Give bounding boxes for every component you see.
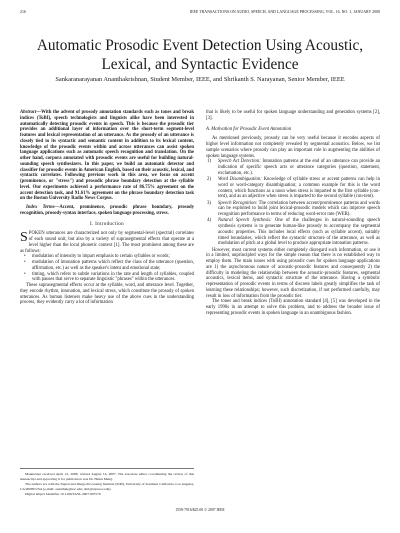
scenario-item: 3) Speech Recognition: The correlation between accent/prominence patterns and words can be exploited to build joint lexical-prosodic models which can improve speech recognition performance in terms of reducing word-error rate (WER). <box>207 200 380 217</box>
footnote-doi: Digital Object Identifier 10.1109/TASL.2007.907570 <box>25 492 101 497</box>
motivation-paragraph: As mentioned previously, prosody can be very useful because it encodes aspects of higher level information not completely revealed by segmental acoustics. Below, we list sample scenarios where prosody can play an important role in augmenting the abilities of spoken language systems. <box>206 136 380 159</box>
scenario-item: 2) Word Disambiguation: Knowledge of syllable stress or accent patterns can help in word or word-category disambiguation; a common example for this is the word content, which functions as a noun when stress is imparted to the first syllable (con-tent), and as an adjective when stress is imparted to the second syllable (con-tent). <box>207 177 380 200</box>
right-lead: that is likely to be useful for spoken language understanding and generation systems [2], [3]. <box>206 110 380 121</box>
scenario-item: 4) Natural Speech Synthesis: One of the challenges in natural-sounding speech synthesis systems is to generate human-like prosody to accompany the segmental acoustic properties. This includes local effects (such as syllable accent), suitably timed boundaries, which reflect the syntactic structure of the utterance, as well as modulation of pitch at a global level to produce appropriate intonation patterns. <box>207 218 380 247</box>
copyright-line: 1558-7916/$25.00 © 2007 IEEE <box>175 508 225 512</box>
left-column <box>20 110 194 306</box>
author-line: Sankaranarayanan Ananthakrishnan, Student Member, IEEE, and Shrikanth S. Narayanan, Senior Member, IEEE <box>55 76 345 83</box>
scenario-list <box>206 159 380 247</box>
bullet-item: • modulation of intonation patterns which reflect the class of the utterance (question, affirmation, etc.) as well as the speaker's intent and emotional state; <box>28 260 194 272</box>
index-terms-label: Index Terms— <box>26 205 60 210</box>
page-number: 216 <box>20 10 26 14</box>
intro-paragraph <box>20 231 194 254</box>
bullet-item: • modulation of intensity to impart emphasis to certain syllables or words; <box>28 254 194 260</box>
intro-text: POKEN utterances are characterized not only by segmental-level (spectral) correlates of each sound unit, but also by a variety of suprasegmental effects that operate at a level higher than the local phonetic context [1]. The most prominent among these are as follows: <box>20 231 194 254</box>
right-column <box>206 110 380 317</box>
journal-name: IEEE TRANSACTIONS ON AUDIO, SPEECH, AND LANGUAGE PROCESSING, VOL. 16, NO. 1, JANUARY 2008 <box>189 10 380 14</box>
footnote-affiliation: The authors are with the Signal and Image Processing Institute (SIPI), University of Southern California, Los Angeles, CA 90089 USA (e-mail: ananthak@usc.edu; shri@sipi.usc.edu). <box>20 482 194 491</box>
abstract-text: With the advent of prosody annotation standards such as tones and break indices (ToBI), speech technologists and linguists alike have been interested in automatically detecting prosodic events in speech. This is because the prosodic tier provides an additional layer of information over the short-term segment-level features and lexical representation of an utterance. As the prosody of an utterance is closely tied to its syntactic and semantic content in addition to its lexical content, knowledge of the prosodic events within and across utterances can assist spoken language applications such as automatic speech recognition and translation. On the other hand, corpora annotated with prosodic events are useful for building natural-sounding speech synthesizers. In this paper, we build an automatic detector and classifier for prosodic events in American English, based on their acoustic, lexical, and syntactic correlates. Following previous work in this area, we focus on accent (prominence, or "stress") and prosodic phrase boundary detection at the syllable level. Our experiments achieved a performance rate of 86.75% agreement on the accent detection task, and 91.61% agreement on the phrase boundary detection task on the Boston University Radio News Corpus. <box>20 110 194 202</box>
paper-title: Automatic Prosodic Event Detection Using Acoustic, Lexical, and Syntactic Evidence <box>36 37 364 73</box>
abstract-label: Abstract— <box>20 110 42 115</box>
subsection-heading: A. Motivation for Prosodic Event Annotation <box>206 126 292 132</box>
scenario-label: Natural Speech Synthesis: <box>218 218 272 224</box>
intro-continuation: These suprasegmental effects occur at the syllable, word, and utterance level. Together, they encode rhythm, intonation, and lexical stress, which constitute the prosody of spoken utterances. As human listeners make heavy use of the above cues in the understanding process, they evidently carry a lot of information <box>20 283 194 306</box>
footnote-manuscript: Manuscript received April 12, 2006; revised August 14, 2007. The associate editor coordinating the review of this manuscript and approving it for publication was Dr. Helen Meng. <box>20 472 194 481</box>
abstract <box>20 110 194 202</box>
issues-paragraph: However, most current systems either completely disregard such information, or use it in a limited, unprincipled ways for the simple reason that there is no established way to employ them. The main issues with using prosodic cues for spoken language applications are 1) the asynchronous nature of acoustic-prosodic features and consequently 2) the difficulty in modeling the relationship between the acoustic-prosodic features, segmental acoustics, lexical items, and syntactic structure of the utterance. Having a symbolic representation of prosodic events in terms of discrete labels greatly simplifies the task of learning these relationships; however, such discretization, if not performed carefully, may result in loss of information from the prosodic tier. <box>206 247 380 299</box>
section-heading-introduction: I. Introduction <box>90 220 124 227</box>
drop-cap: S <box>20 230 28 246</box>
index-terms-text: Accent, prominence, prosodic phrase boundary, prosody recognition, prosody-syntax interface, spoken language processing, stress. <box>20 205 194 216</box>
tobi-paragraph: The tones and break indices (ToBI) annotation standard [4], [5] was developed in the early 1990s in an attempt to solve this problem, and to address the broader issue of representing prosodic events in spoken language in an unambiguous fashion. <box>206 299 380 316</box>
scenario-label: Speech Recognition: <box>218 200 258 206</box>
scenario-item: 1) Speech Act Detection: Intonation patterns at the end of an utterance can provide an indication of specific speech acts or utterance categories (question, statement, exclamation, etc.). <box>207 159 380 176</box>
bullet-list <box>20 254 194 283</box>
footnote-block <box>20 468 194 498</box>
index-terms <box>20 205 194 217</box>
scenario-label: Word Disambiguation: <box>218 177 262 182</box>
bullet-item: • timing, which refers to subtle variations in the rate and length of syllables, coupled with pauses that serve to separate linguistic "phrases" within the utterances. <box>28 272 194 284</box>
running-header <box>20 10 380 18</box>
scenario-label: Speech Act Detection: <box>218 159 261 165</box>
